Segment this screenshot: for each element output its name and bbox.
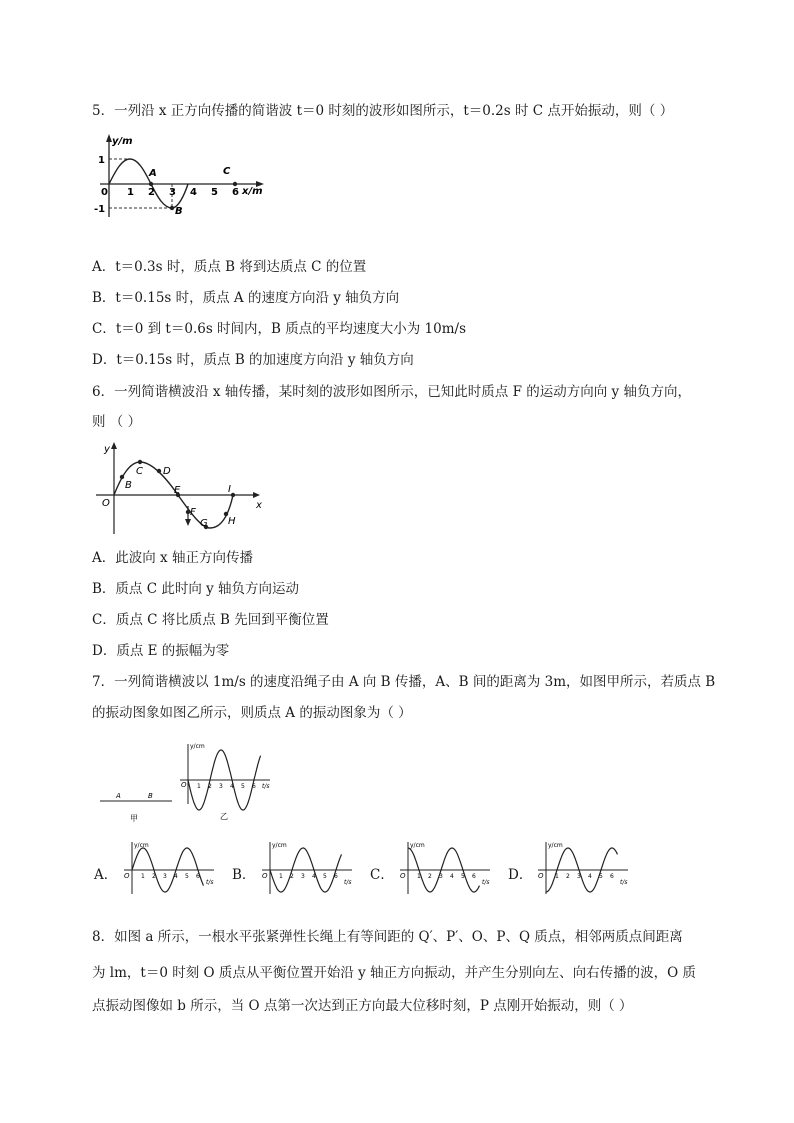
q7-yi-ylabel: y/cm (190, 743, 205, 750)
q6-f: F (190, 507, 196, 518)
q6-d: D (163, 466, 171, 477)
q5-y-neg: -1 (94, 204, 106, 215)
q7-jia-caption: 甲 (130, 814, 138, 823)
q5-stem: 5．一列沿 x 正方向传播的简谐波 t＝0 时刻的波形如图所示，t＝0.2s 时 C 点开始振动，则（ ） (92, 103, 674, 119)
q7-stem-line1: 7．一列简谐横波以 1m/s 的速度沿绳子由 A 向 B 传播，A、B 间的距离为 3m，如图甲所示，若质点 B (92, 674, 716, 690)
q5-tick-5: 5 (211, 187, 218, 198)
q5-y-one: 1 (98, 155, 105, 166)
q5-tick-2: 2 (148, 187, 155, 198)
q6-stem-line1: 6．一列简谐横波沿 x 轴传播，某时刻的波形如图所示，已知此时质点 F 的运动方向向 y 轴负方向， (92, 384, 691, 400)
q5-tick-6: 6 (232, 187, 239, 198)
graph-tick: 4 (312, 873, 316, 880)
q5-label-a: A (149, 168, 157, 179)
graph-tick: 3 (439, 873, 443, 880)
graph-tick: 6 (196, 873, 200, 880)
graph-tick: 2 (566, 873, 570, 880)
graph-ylabel: y/cm (410, 842, 425, 849)
q6-o: O (102, 498, 110, 509)
graph-xlabel: t/s (620, 879, 628, 886)
graph-tick: 1 (141, 873, 145, 880)
graph-tick: 4 (174, 873, 178, 880)
q6-option-b: B．质点 C 此时向 y 轴负方向运动 (92, 581, 300, 597)
q7-choice-a-graph (118, 838, 218, 896)
graph-tick: 5 (185, 873, 189, 880)
q6-wave-figure (92, 440, 267, 540)
graph-tick: 4 (588, 873, 592, 880)
graph-tick: 5 (461, 873, 465, 880)
q6-y: y (104, 444, 110, 455)
q7-choice-b-graph (256, 838, 356, 896)
graph-origin: O (400, 872, 406, 880)
q8-line3: 点振动图像如 b 所示，当 O 点第一次达到正方向最大位移时刻，P 点刚开始振动，则（ ） (92, 998, 633, 1014)
q7-yi-caption: 乙 (220, 812, 228, 821)
q7-choice-b-label: B． (232, 867, 256, 883)
graph-xlabel: t/s (206, 879, 214, 886)
q7-stem-line2: 的振动图象如图乙所示，则质点 A 的振动图象为（ ） (92, 705, 412, 721)
graph-tick: 5 (323, 873, 327, 880)
graph-tick: 3 (163, 873, 167, 880)
q6-c: C (136, 466, 143, 477)
q5-tick-1: 1 (127, 187, 134, 198)
graph-ylabel: y/cm (272, 842, 287, 849)
q5-xlabel: x/m (242, 186, 263, 197)
q7-yi-t3: 3 (219, 783, 223, 790)
q7-yi-t6: 6 (252, 783, 256, 790)
q5-ylabel: y/m (112, 136, 133, 147)
q5-option-b: B．t＝0.15s 时，质点 A 的速度方向沿 y 轴负方向 (92, 290, 400, 306)
q7-yi-t1: 1 (197, 783, 201, 790)
graph-xlabel: t/s (482, 879, 490, 886)
q7-choice-d-graph (532, 838, 632, 896)
q8-line2: 为 lm，t＝0 时刻 O 质点从平衡位置开始沿 y 轴正方向振动，并产生分别向左、向右传播的波，O 质 (92, 965, 696, 981)
graph-tick: 2 (290, 873, 294, 880)
q5-tick-4: 4 (190, 187, 197, 198)
q5-label-b: B (175, 206, 183, 217)
q5-wave-figure (92, 132, 277, 224)
q6-g: G (200, 518, 208, 529)
graph-tick: 1 (417, 873, 421, 880)
q5-option-c: C．t＝0 到 t＝0.6s 时间内，B 质点的平均速度大小为 10m/s (92, 321, 466, 337)
q7-fig-yi (176, 740, 276, 822)
q6-i: I (228, 484, 231, 495)
q6-option-c: C．质点 C 将比质点 B 先回到平衡位置 (92, 612, 329, 628)
graph-tick: 5 (599, 873, 603, 880)
q7-fig-jia (96, 785, 176, 825)
q6-x: x (256, 500, 262, 511)
q6-stem-line2: 则 （ ） (92, 414, 142, 430)
q7-choice-c-graph (394, 838, 494, 896)
q7-yi-o: O (181, 781, 187, 789)
q7-yi-xlabel: t/s (262, 783, 270, 790)
q5-tick-3: 3 (169, 187, 176, 198)
graph-origin: O (538, 872, 544, 880)
graph-tick: 1 (555, 873, 559, 880)
q5-label-c: C (223, 166, 231, 177)
q7-choice-c-label: C． (370, 867, 394, 883)
graph-tick: 6 (334, 873, 338, 880)
q5-tick-0: 0 (101, 187, 108, 198)
q7-jia-b: B (148, 792, 153, 800)
graph-tick: 2 (152, 873, 156, 880)
q7-choice-d-label: D． (508, 867, 533, 883)
graph-tick: 2 (428, 873, 432, 880)
q5-option-d: D．t＝0.15s 时，质点 B 的加速度方向沿 y 轴负方向 (92, 352, 414, 368)
q6-option-a: A．此波向 x 轴正方向传播 (92, 550, 253, 566)
q6-e: E (174, 485, 181, 496)
q7-yi-t5: 5 (241, 783, 245, 790)
graph-origin: O (262, 872, 268, 880)
q6-option-d: D．质点 E 的振幅为零 (92, 643, 230, 659)
q8-line1: 8．如图 a 所示，一根水平张紧弹性长绳上有等间距的 Q′、P′、O、P、Q 质点，相邻两质点间距离 (92, 929, 683, 945)
graph-tick: 1 (279, 873, 283, 880)
q6-f-arrow-icon (185, 519, 191, 526)
graph-tick: 4 (450, 873, 454, 880)
graph-tick: 6 (610, 873, 614, 880)
graph-ylabel: y/cm (548, 842, 563, 849)
q6-b: B (125, 480, 132, 491)
graph-tick: 3 (577, 873, 581, 880)
q7-choice-a-label: A． (94, 867, 118, 883)
q7-yi-t2: 2 (208, 783, 212, 790)
graph-xlabel: t/s (344, 879, 352, 886)
graph-origin: O (124, 872, 130, 880)
q5-option-a: A．t＝0.3s 时，质点 B 将到达质点 C 的位置 (92, 259, 367, 275)
q6-h: H (228, 516, 236, 527)
graph-tick: 3 (301, 873, 305, 880)
q7-jia-a: A (116, 792, 121, 800)
graph-tick: 6 (472, 873, 476, 880)
graph-ylabel: y/cm (134, 842, 149, 849)
q7-yi-t4: 4 (230, 783, 234, 790)
